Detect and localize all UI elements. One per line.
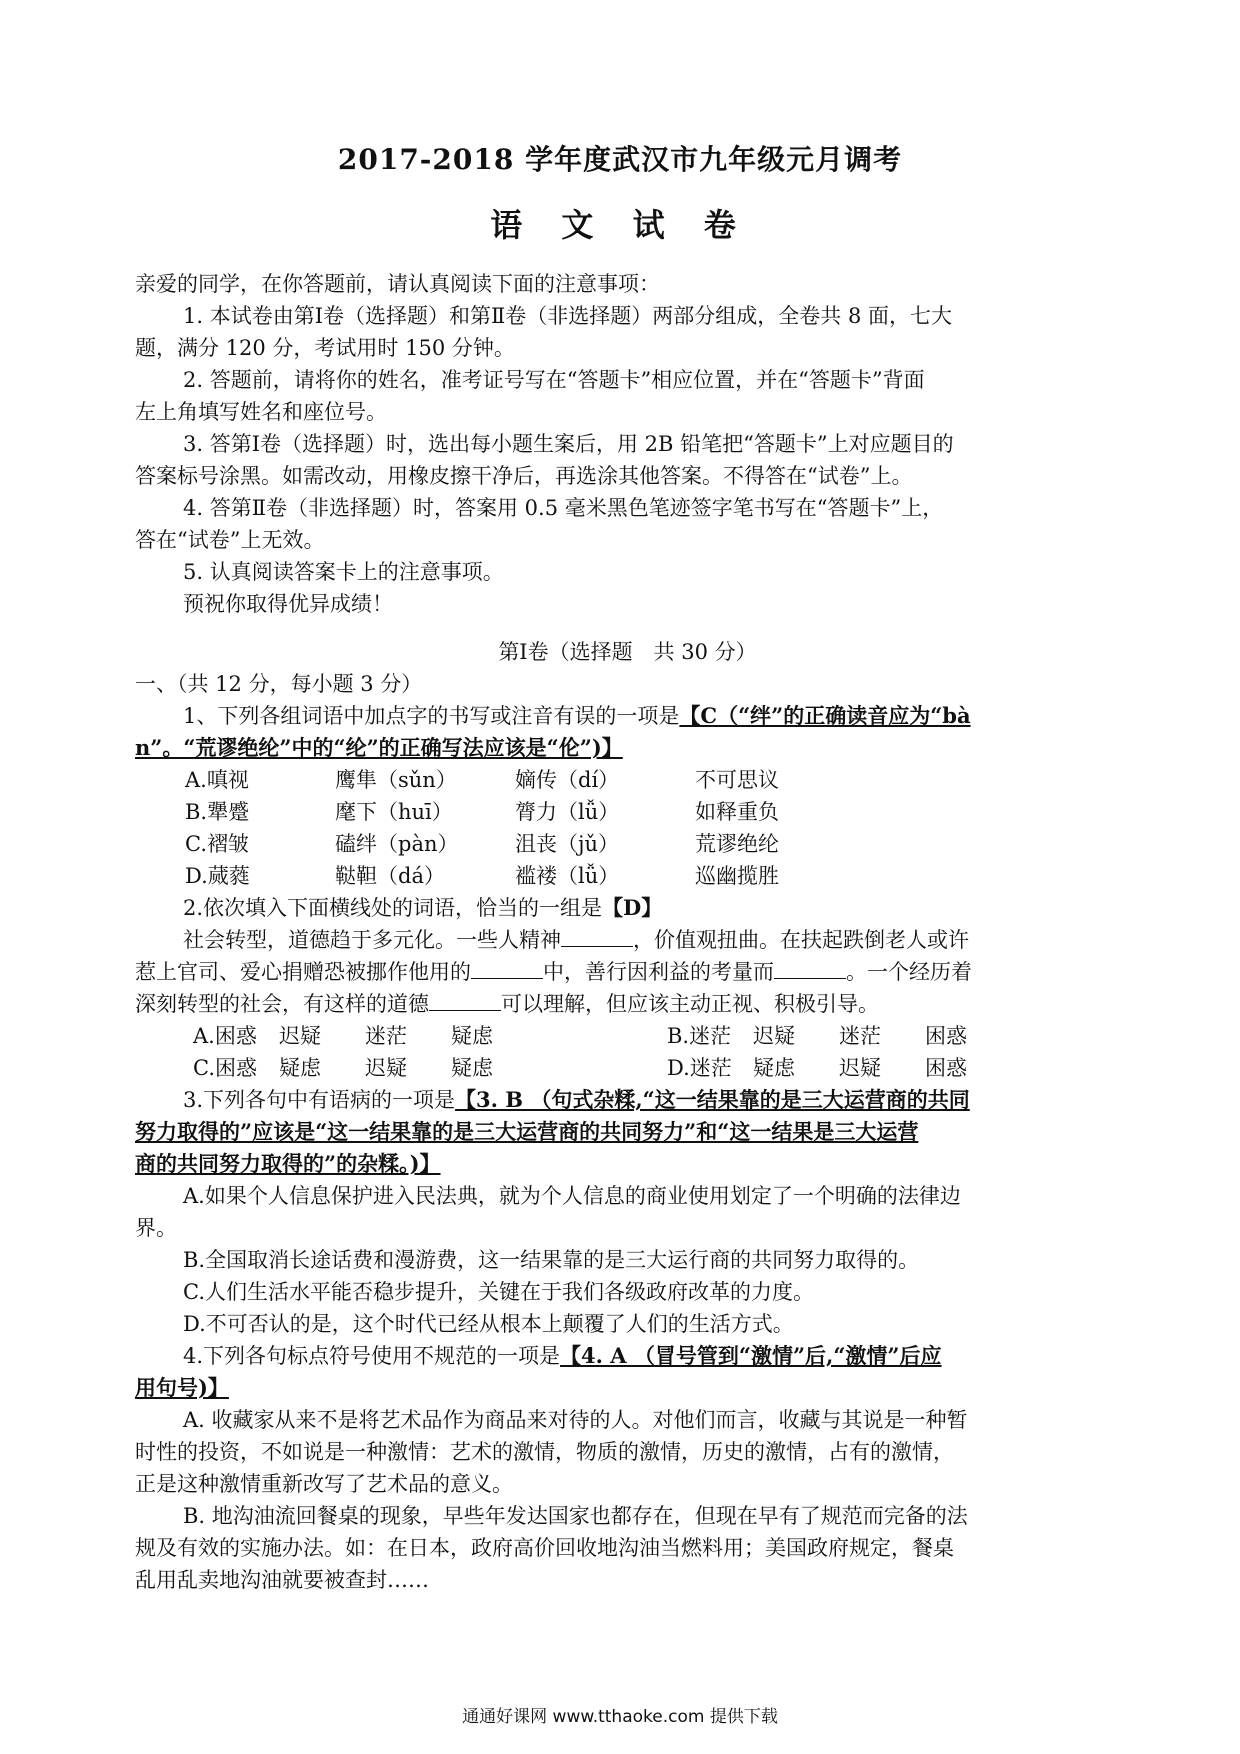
notice-line: 1. 本试卷由第Ⅰ卷（选择题）和第Ⅱ卷（非选择题）两部分组成，全卷共 8 面，七大 <box>183 304 952 328</box>
q1-option-row <box>135 764 1120 796</box>
q3-option-a-cont: 界。 <box>135 1216 177 1240</box>
q2-text: 惹上官司、爱心捐赠恐被挪作他用的 <box>135 960 471 984</box>
q3-option-c: C.人们生活水平能否稳步提升，关键在于我们各级政府改革的力度。 <box>183 1280 814 1304</box>
q3-answer: 【3. B （句式杂糅,“这一结果靠的是三大运营商的共同 <box>455 1087 970 1112</box>
q4-answer: 【4. A （冒号管到“激情”后,“激情”后应 <box>560 1343 942 1368</box>
q1-option-row <box>135 828 1120 860</box>
q1-answer-line <box>135 732 1120 764</box>
q1-word: 如释重负 <box>695 800 779 824</box>
q1-option-a: A.嗔视 <box>185 768 249 792</box>
q2-word: 疑虑 <box>451 1056 493 1080</box>
notice-intro: 亲爱的同学，在你答题前，请认真阅读下面的注意事项： <box>135 272 660 296</box>
q2-passage-line <box>135 956 1120 988</box>
q1-option-row <box>135 860 1120 892</box>
q1-word: 鹰隼（sǔn） <box>335 768 457 792</box>
q2-word: 疑虑 <box>279 1056 321 1080</box>
q4-answer-cont: 用句号)】 <box>135 1375 229 1400</box>
q3-answer-cont: 努力取得的”应该是“这一结果靠的是三大运营商的共同努力”和“这一结果是三大运营 <box>135 1119 919 1144</box>
q4-option-a-cont: 正是这种激情重新改写了艺术品的意义。 <box>135 1472 513 1496</box>
q2-word: 疑虑 <box>753 1056 795 1080</box>
q2-word: 困惑 <box>925 1056 967 1080</box>
q1-answer: 【C（“绊”的正确读音应为“bà <box>679 703 971 728</box>
page-subtitle: 语 文 试 卷 <box>490 206 750 244</box>
q1-stem: 1、下列各组词语中加点字的书写或注音有误的一项是 <box>183 704 680 728</box>
q2-text: 中，善行因利益的考量而 <box>543 960 774 984</box>
q1-word: 褴褛（lǚ） <box>515 864 620 888</box>
q2-word: 迷茫 <box>839 1024 881 1048</box>
q4-stem: 4.下列各句标点符号使用不规范的一项是 <box>183 1344 561 1368</box>
q2-passage-line <box>135 988 1120 1020</box>
notice-line: 3. 答第Ⅰ卷（选择题）时，选出每小题生案后，用 2B 铅笔把“答题卡”上对应题目的 <box>183 432 954 456</box>
q2-stem-line <box>135 892 1120 924</box>
q2-word: 迟疑 <box>365 1056 407 1080</box>
q1-word: 麾下（huī） <box>335 800 453 824</box>
q1-word: 膂力（lǚ） <box>515 800 620 824</box>
q3-option-a: A.如果个人信息保护进入民法典，就为个人信息的商业使用划定了一个明确的法律边 <box>183 1184 961 1208</box>
q2-answer: 【D】 <box>602 895 663 920</box>
page-title: 2017-2018 学年度武汉市九年级元月调考 <box>337 143 903 176</box>
q1-word: 巡幽揽胜 <box>695 864 779 888</box>
notice-line: 答在“试卷”上无效。 <box>135 528 325 552</box>
q2-option-c: C.困惑 <box>193 1056 257 1080</box>
section-part: 一、（共 12 分，每小题 3 分） <box>135 672 423 696</box>
section-heading: 第Ⅰ卷（选择题 共 30 分） <box>498 640 757 664</box>
q3-answer-cont: 商的共同努力取得的”的杂糅。)】 <box>135 1151 441 1176</box>
footer-source: 通通好课网 www.tthaoke.com 提供下载 <box>462 1707 778 1727</box>
notice-line: 2. 答题前，请将你的姓名，准考证号写在“答题卡”相应位置，并在“答题卡”背面 <box>183 368 925 392</box>
q1-word: 鞑靼（dá） <box>335 864 445 888</box>
q1-stem-line <box>135 700 1120 732</box>
q2-blank-2 <box>471 958 543 979</box>
q2-text: 可以理解，但应该主动正视、积极引导。 <box>501 992 879 1016</box>
q2-option-d: D.迷茫 <box>667 1056 732 1080</box>
q2-text: 。一个经历着 <box>846 960 972 984</box>
q2-option-b: B.迷茫 <box>667 1024 732 1048</box>
q2-blank-4 <box>429 990 501 1011</box>
q1-word: 嫡传（dí） <box>515 768 620 792</box>
q2-stem: 2.依次填入下面横线处的词语，恰当的一组是 <box>183 896 603 920</box>
q1-option-d: D.蒇蕤 <box>185 864 250 888</box>
q2-word: 迟疑 <box>753 1024 795 1048</box>
notice-line: 4. 答第Ⅱ卷（非选择题）时，答案用 0.5 毫米黑色笔迹签字笔书写在“答题卡”上， <box>183 496 944 520</box>
q2-word: 迟疑 <box>839 1056 881 1080</box>
notice-line: 预祝你取得优异成绩！ <box>183 592 393 616</box>
q4-answer-line <box>135 1372 1120 1404</box>
q2-text: 深刻转型的社会，有这样的道德 <box>135 992 429 1016</box>
q1-option-row <box>135 796 1120 828</box>
q2-word: 疑虑 <box>451 1024 493 1048</box>
q3-option-d: D.不可否认的是，这个时代已经从根本上颠覆了人们的生活方式。 <box>183 1312 794 1336</box>
q1-word: 磕绊（pàn） <box>335 832 459 856</box>
notice-line: 答案标号涂黑。如需改动，用橡皮擦干净后，再选涂其他答案。不得答在“试卷”上。 <box>135 464 913 488</box>
q2-option-row <box>135 1020 1120 1052</box>
q4-option-b-cont: 规及有效的实施办法。如：在日本，政府高价回收地沟油当燃料用；美国政府规定，餐桌 <box>135 1536 954 1560</box>
q2-passage-line <box>135 924 1120 956</box>
q2-word: 迟疑 <box>279 1024 321 1048</box>
q4-option-a: A. 收藏家从来不是将艺术品作为商品来对待的人。对他们而言，收藏与其说是一种暂 <box>183 1408 968 1432</box>
q3-stem-line <box>135 1084 1120 1116</box>
q1-option-c: C.褶皱 <box>185 832 249 856</box>
q3-answer-line <box>135 1148 1120 1180</box>
spacer <box>537 1052 667 1084</box>
q1-option-b: B.犟蹙 <box>185 800 250 824</box>
q3-option-b: B.全国取消长途话费和漫游费，这一结果靠的是三大运行商的共同努力取得的。 <box>183 1248 920 1272</box>
q4-option-b-cont: 乱用乱卖地沟油就要被查封…… <box>135 1568 429 1592</box>
q1-word: 沮丧（jǔ） <box>515 832 620 856</box>
q2-blank-3 <box>774 958 846 979</box>
q2-text: 社会转型，道德趋于多元化。一些人精神 <box>183 928 561 952</box>
q1-word: 荒谬绝纶 <box>695 832 779 856</box>
q3-stem: 3.下列各句中有语病的一项是 <box>183 1088 456 1112</box>
q4-option-b: B. 地沟油流回餐桌的现象，早些年发达国家也都存在，但现在早有了规范而完备的法 <box>183 1504 968 1528</box>
notice-line: 题，满分 120 分，考试用时 150 分钟。 <box>135 336 515 360</box>
notice-block <box>135 268 1120 620</box>
q2-option-a: A.困惑 <box>193 1024 257 1048</box>
q4-option-a-cont: 时性的投资，不如说是一种激情：艺术的激情，物质的激情，历史的激情，占有的激情， <box>135 1440 954 1464</box>
q2-blank-1 <box>561 926 633 947</box>
q4-stem-line <box>135 1340 1120 1372</box>
section-block <box>135 636 1120 1596</box>
q2-text: ，价值观扭曲。在扶起跌倒老人或许 <box>633 928 969 952</box>
q2-word: 困惑 <box>925 1024 967 1048</box>
notice-line: 左上角填写姓名和座位号。 <box>135 400 387 424</box>
q1-answer-cont: n”。“荒谬绝纶”中的“纶”的正确写法应该是“伦”)】 <box>135 735 623 760</box>
q2-word: 迷茫 <box>365 1024 407 1048</box>
q3-answer-line <box>135 1116 1120 1148</box>
spacer <box>537 1020 667 1052</box>
q2-option-row <box>135 1052 1120 1084</box>
notice-line: 5. 认真阅读答案卡上的注意事项。 <box>183 560 504 584</box>
q1-word: 不可思议 <box>695 768 779 792</box>
